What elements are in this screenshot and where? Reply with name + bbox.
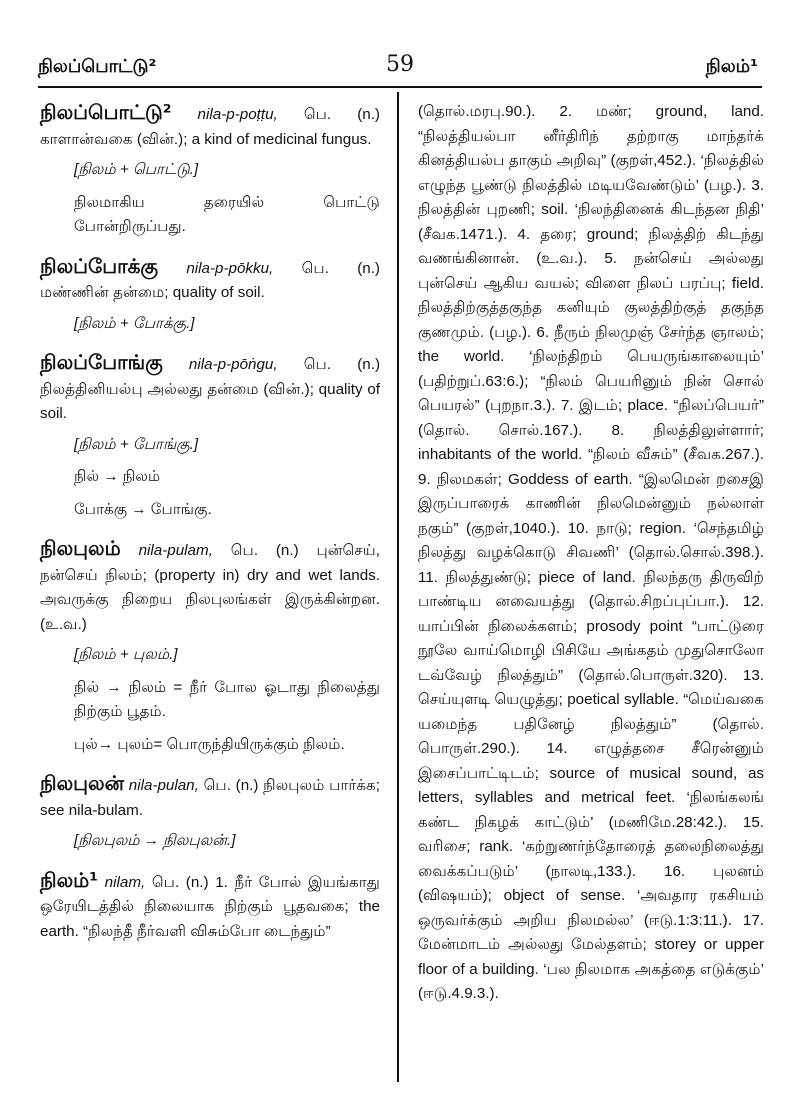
etymology-line: [நிலபுலம் → நிலபுலன்.] — [74, 832, 236, 849]
etymology — [40, 312, 380, 337]
headword: நிலப்பொட்டு² — [40, 100, 172, 124]
page-number: 59 — [386, 52, 414, 77]
dictionary-entry — [40, 100, 380, 240]
definition: பெ. (n.) நிலபுலம் பார்க்க; see nila-bulam. — [40, 777, 380, 819]
entry-continuation — [418, 100, 764, 1007]
column-divider — [397, 92, 399, 1082]
dictionary-entry — [40, 350, 380, 522]
running-head-left: நிலப்பொட்டு² — [38, 56, 157, 77]
dictionary-entry — [40, 254, 380, 337]
transliteration: nilam, — [104, 873, 146, 891]
etymology-line: புல்→ புலம்= பொருந்தியிருக்கும் நிலம். — [74, 735, 345, 753]
left-column — [40, 100, 380, 958]
header-rule — [38, 86, 762, 88]
definition: பெ. (n.) நிலத்தினியல்பு அல்லது தன்மை (வின்.); quality of soil. — [40, 356, 380, 422]
etymology-line: [நிலம் + புலம்.] — [74, 646, 178, 663]
etymology — [40, 158, 380, 240]
etymology-line: [நிலம் + போங்கு.] — [74, 435, 199, 453]
etymology — [40, 643, 380, 757]
transliteration: nila-pulan, — [128, 777, 199, 794]
etymology-line: [நிலம் + பொட்டு.] — [74, 161, 199, 178]
dictionary-entry — [40, 771, 380, 854]
continuation-text: (தொல்.மரபு.90.). 2. மண்; ground, land. “நிலத்தியல்பா னீர்திரிந் தற்றாகு மாந்தர்க் கினத்தியல்ப தாகும் அறிவு” (குறள்,452.). ‘நிலத்தில் எழுந்த பூண்டு நிலத்தில் மடியவேண்டும்’ (பழ.). 3. நிலத்தின் புறணி; soil. ‘நிலந்தினைக் கிடந்தன நிதி’ (சீவக.1471.). 4. தரை; ground; நிலத்திற் கிடந்து வணங்கினான். (உ.வ.). 5. நன்செய் அல்லது புன்செய் ஆகிய வயல்; விளை நிலப் பரப்பு; field. நிலத்திற்குத்தகுந்த கனியும் குலத்திற்குத் தகுந்த குணமும். (பழ.). 6. நீரும் நிலமுஞ் சேர்ந்த ஞாலம்; the world. ‘நிலந்திறம் பெயருங்காலையும்’ (பதிற்றுப்.63:6.); “நிலம் பெயரினும் நின் சொல் பெயரல்” (புறநா.3.). 7. இடம்; place. “நிலப்பெயர்” (தொல். சொல்.167.). 8. நிலத்திலுள்ளார்; inhabitants of the world. “நிலம் வீசும்” (சீவக.267.). 9. நிலமகள்; Goddess of earth. “இலமென் றசைஇ இருப்பாரைக் காணின் நிலமென்னும் நல்லாள் நகும்” (குறள்,1040.). 10. நாடு; region. ‘செந்தமிழ் நிலத்து வழக்கொடு சிவணி’ (தொல்.சொல்.398.). 11. நிலத்துண்டு; piece of land. நிலந்தரு திருவிற் பாண்டிய னவையத்து (தொல்.சிறப்புப்பா.). 12. யாப்பின் நிலைக்களம்; prosody point “பாட்டுரை நூலே வாய்மொழி பிசியே அங்கதம் முதுசொலோ டவ்வேழ் நிலத்தும்” (தொல்.பொருள்.320). 13. செய்யுளடி யெழுத்து; poetical syllable. “மெய்வகை யமைந்த பதினேழ் நிலத்தும்” (தொல். பொருள்.290.). 14. எழுத்தசை சீரென்னும் இசைப்பாட்டிடம்; source of musical sound, as letters, syllables and metrical feet. ‘நிலங்கலங் கண்ட நிகழக் காட்டும்’ (மணிமே.28:42.). 15. வரிசை; rank. ‘கற்றுணர்ந்தோரைத் தலைநிலைத்து வைக்கப்படும்’ (நாலடி,133.). 16. புலனம் (விஷயம்); object of sense. ‘அவதார ரகசியம் ஒருவர்க்கும் அறிய நிலமல்ல’ (ஈடு.1:3:11.). 17. மேன்மாடம் அல்லது மேல்தளம்; storey or upper floor of a building. ‘பல நிலமாக அகத்தை எடுக்கும்’ (ஈடு.4.9.3.). — [418, 103, 764, 1002]
headword: நிலபுலன் — [40, 771, 125, 795]
transliteration: nila-pulam, — [138, 542, 213, 559]
headword: நிலபுலம் — [40, 536, 121, 560]
definition: பெ. (n.) 1. நீர் போல் இயங்காது ஒரேயிடத்தில் நிலையாக நிற்கும் பூதவகை; the earth. “நிலந்தீ நீர்வளி விசும்போ டைந்தும்” — [40, 873, 380, 940]
transliteration: nila-p-poṭṭu, — [197, 106, 278, 123]
etymology-line: போக்கு → போங்கு. — [74, 500, 212, 518]
etymology-line: நிலமாகிய தரையில் பொட்டு போன்றிருப்பது. — [74, 193, 380, 235]
definition: பெ. (n.) காளான்வகை (வின்.); a kind of medicinal fungus. — [40, 106, 380, 148]
headword: நிலம்¹ — [40, 867, 99, 892]
headword: நிலப்போங்கு — [40, 350, 163, 374]
dictionary-entry — [40, 868, 380, 945]
etymology-line: நில் → நிலம் = நீர் போல ஓடாது நிலைத்து நிற்கும் பூதம். — [74, 678, 380, 720]
transliteration: nila-p-pōkku, — [186, 259, 274, 277]
transliteration: nila-p-pōṅgu, — [188, 356, 278, 373]
headword: நிலப்போக்கு — [40, 253, 159, 278]
etymology-line: நில் → நிலம் — [74, 468, 161, 485]
definition: பெ. (n.) புன்செய், நன்செய் நிலம்; (property in) dry and wet lands. அவருக்கு நிறைய நிலபுலங்கள் இருக்கின்றன. (உ.வ.) — [40, 542, 380, 633]
dictionary-entry — [40, 536, 380, 757]
definition: பெ. (n.) மண்ணின் தன்மை; quality of soil. — [40, 259, 380, 301]
right-column — [418, 100, 764, 1007]
etymology — [40, 433, 380, 523]
running-head-right: நிலம்¹ — [705, 56, 758, 77]
etymology — [40, 829, 380, 854]
etymology-line: [நிலம் + போக்கு.] — [74, 314, 195, 332]
